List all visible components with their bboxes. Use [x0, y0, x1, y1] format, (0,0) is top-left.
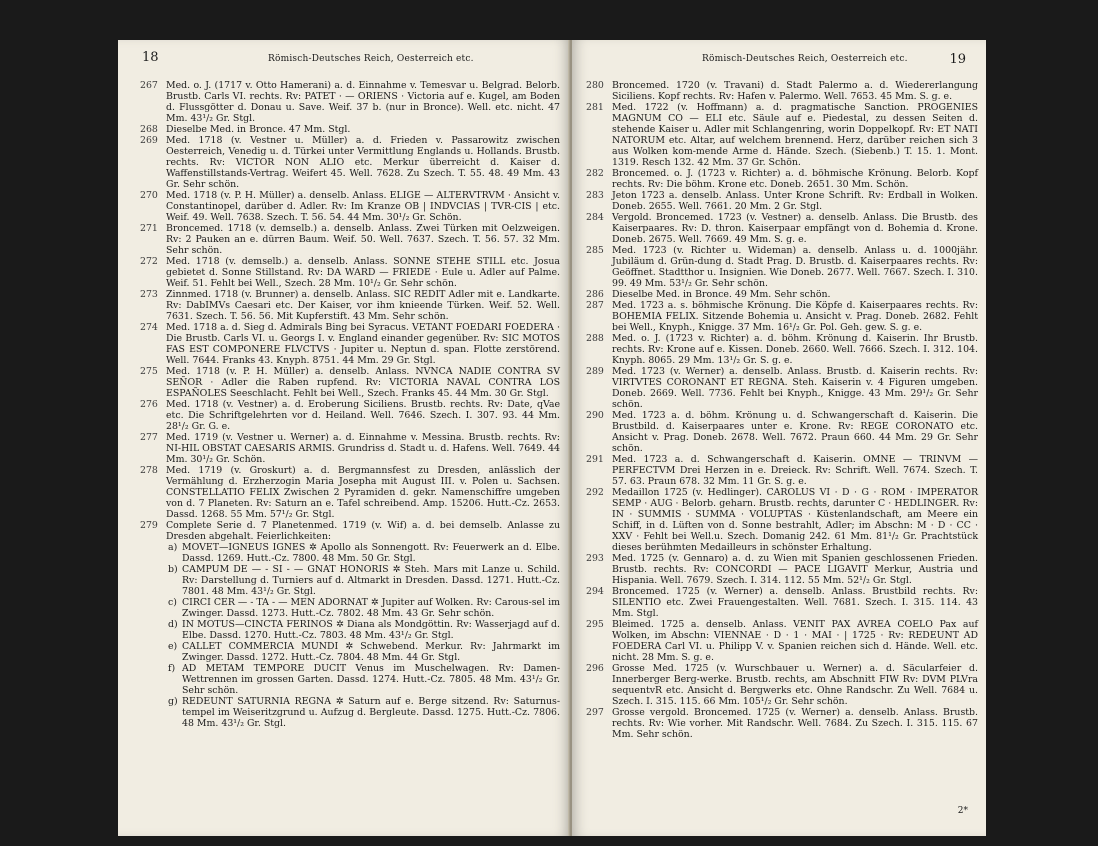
- entry-number: 270: [140, 190, 158, 201]
- entry-number: 288: [586, 333, 604, 344]
- running-head: Römisch-Deutsches Reich, Oesterreich etc.: [702, 54, 908, 64]
- entry-number: 295: [586, 619, 604, 630]
- catalog-entry: [140, 322, 560, 366]
- sub-entry: [140, 542, 560, 564]
- entry-text: Medaillon 1725 (v. Hedlinger). CAROLUS VI · D · G · ROM · IMPERATOR SEMP · AUG · Belorb. geharn. Brustb. rechts, darunter C · HEDLINGER. Rv: IN · SUMMIS · SUMMA · VOLUPTAS · Küstenlandschaft, am Meere ein Schiff, in d. Lüften von d. Sonne bestrahlt, Adler; im Abschn: M · D · CC · XXV · Fehlt bei Well.u. Szech. Domanig 242. 61 Mm. 81¹/₂ Gr. Prachtstück dieses berühmten Medailleurs in schönster Erhaltung.: [612, 487, 978, 553]
- entry-text: Dieselbe Med. in Bronce. 47 Mm. Stgl.: [166, 124, 351, 135]
- catalog-entry: [140, 289, 560, 322]
- catalog-entry: [586, 487, 978, 553]
- sub-entry: [140, 619, 560, 641]
- entry-text: Med. o. J. (1723 v. Richter) a. d. böhm. Krönung d. Kaiserin. Ihr Brustb. rechts. Rv: Krone auf e. Kissen. Doneb. 2660. Well. 7666. Szech. I. 312. 104. Knyph. 8065. 29 Mm. 13¹/₂ Gr. S. g. e.: [612, 333, 978, 366]
- sub-entry-letter: e): [168, 641, 178, 652]
- catalog-entry: [586, 245, 978, 289]
- right-page: [572, 40, 986, 836]
- page-number: 19: [949, 52, 966, 67]
- catalog-entry: [586, 619, 978, 663]
- entry-text: Med. 1718 (v. demselb.) a. denselb. Anlass. SONNE STEHE STILL etc. Josua gebietet d. Sonne Stillstand. Rv: DA WARD — FRIEDE · Eule u. Adler auf Palme. Weif. 51. Fehlt bei Well., Szech. 28 Mm. 10¹/₂ Gr. Sehr schön.: [166, 256, 560, 289]
- entry-number: 280: [586, 80, 604, 91]
- entry-text: Broncemed. 1718 (v. demselb.) a. denselb. Anlass. Zwei Türken mit Oelzweigen. Rv: 2 Pauken an e. dürren Baum. Weif. 50. Well. 7637. Szech. T. 56. 57. 32 Mm. Sehr schön.: [166, 223, 560, 256]
- sub-entry-letter: f): [168, 663, 176, 674]
- catalog-entry: [140, 223, 560, 256]
- sub-entry-letter: b): [168, 564, 178, 575]
- sub-entry-letter: g): [168, 696, 178, 707]
- catalog-entry: [586, 168, 978, 190]
- catalog-entry: [140, 124, 560, 135]
- entry-text: Complete Serie d. 7 Planetenmed. 1719 (v. Wif) a. d. bei demselb. Anlasse zu Dresden abgehalt. Feierlichkeiten:: [166, 520, 560, 542]
- entry-number: 283: [586, 190, 604, 201]
- entry-number: 286: [586, 289, 604, 300]
- entry-text: Grosse Med. 1725 (v. Wurschbauer u. Werner) a. d. Säcularfeier d. Innerberger Berg-werke. Brustb. rechts, am Abschnitt FIW Rv: DVM PLVra sequentvR etc. Ansicht d. Bergwerks etc. Ohne Randschr. Zu Well. 7684 u. Szech. I. 315. 115. 66 Mm. 105¹/₂ Gr. Sehr schön.: [612, 663, 978, 707]
- catalog-entry: [140, 366, 560, 399]
- entry-number: 296: [586, 663, 604, 674]
- entry-number: 281: [586, 102, 604, 113]
- catalog-entry: [140, 190, 560, 223]
- sub-entry-text: MOVET—IGNEUS IGNES ✲ Apollo als Sonnengott. Rv: Feuerwerk an d. Elbe. Dassd. 1269. Hutt.-Cz. 7800. 48 Mm. 50 Gr. Stgl.: [182, 542, 560, 564]
- entry-number: 275: [140, 366, 158, 377]
- sub-entry-text: CAMPUM DE — - SI - — GNAT HONORIS ✲ Steh. Mars mit Lanze u. Schild. Rv: Darstellung d. Turniers auf d. Altmarkt in Dresden. Dassd. 1271. Hutt.-Cz. 7801. 48 Mm. 43¹/₂ Gr. Stgl.: [182, 564, 560, 597]
- sub-entry-text: IN MOTUS—CINCTA FERINOS ✲ Diana als Mondgöttin. Rv: Wasserjagd auf d. Elbe. Dassd. 1270. Hutt.-Cz. 7803. 48 Mm. 43¹/₂ Gr. Stgl.: [182, 619, 560, 641]
- entry-text: Grosse vergold. Broncemed. 1725 (v. Werner) a. denselb. Anlass. Brustb. rechts. Rv: Wie vorher. Mit Randschr. Well. 7684. Zu Szech. I. 315. 115. 67 Mm. Sehr schön.: [612, 707, 978, 740]
- entry-number: 268: [140, 124, 158, 135]
- entry-text: Med. 1718 (v. Vestner u. Müller) a. d. Frieden v. Passarowitz zwischen Oesterreich, Venedig u. d. Türkei unter Vermittlung Englands u. Hollands. Brustb. rechts. Rv: VICTOR NON ALIO etc. Merkur überreicht d. Kaiser d. Waffenstillstands-Vertrag. Weifert 45. Well. 7628. Zu Szech. T. 55. 48. 49 Mm. 43 Gr. Sehr schön.: [166, 135, 560, 190]
- entry-number: 293: [586, 553, 604, 564]
- entry-number: 287: [586, 300, 604, 311]
- entry-text: Bleimed. 1725 a. denselb. Anlass. VENIT PAX AVREA COELO Pax auf Wolken, im Abschn: VIENNAE · D · 1 · MAI · | 1725 · Rv: REDEUNT AD FOEDERA Carl VI. u. Philipp V. v. Spanien reichen sich d. Hände. Well. etc. nicht. 28 Mm. S. g. e.: [612, 619, 978, 663]
- catalog-entries: [140, 80, 560, 729]
- catalog-entry: [140, 432, 560, 465]
- sub-entry-letter: c): [168, 597, 177, 608]
- entry-number: 278: [140, 465, 158, 476]
- sub-entry-text: REDEUNT SATURNIA REGNA ✲ Saturn auf e. Berge sitzend. Rv: Saturnus-tempel im Weiseritzgrund u. Aufzug d. Bergleute. Dassd. 1275. Hutt.-Cz. 7806. 48 Mm. 43¹/₂ Gr. Stgl.: [182, 696, 560, 729]
- catalog-entry: [140, 465, 560, 520]
- catalog-entry: [140, 399, 560, 432]
- entry-number: 274: [140, 322, 158, 333]
- catalog-entry: [586, 553, 978, 586]
- page-number: 18: [142, 50, 159, 65]
- catalog-entry: [586, 707, 978, 740]
- entry-number: 297: [586, 707, 604, 718]
- entry-text: Med. 1722 (v. Hoffmann) a. d. pragmatische Sanction. PROGENIES MAGNUM CO — ELI etc. Säule auf e. Piedestal, zu dessen Seiten d. stehende Kaiser u. Adler mit Schlangenring, worin Doppelkopf. Rv: ET NATI NATORUM etc. Altar, auf welchem brennend. Herz, darüber reichen sich 3 aus Wolken kom-mende Arme d. Hände. Szech. (Siebenb.) T. 15. 1. Mont. 1319. Resch 132. 42 Mm. 37 Gr. Schön.: [612, 102, 978, 168]
- sub-entry: [140, 663, 560, 696]
- running-head: Römisch-Deutsches Reich, Oesterreich etc.: [268, 54, 474, 64]
- catalog-entry: [586, 454, 978, 487]
- entry-number: 271: [140, 223, 158, 234]
- sub-entry-text: AD METAM TEMPORE DUCIT Venus im Muschelwagen. Rv: Damen-Wettrennen im grossen Garten. Dassd. 1274. Hutt.-Cz. 7805. 48 Mm. 43¹/₂ Gr. Sehr schön.: [182, 663, 560, 696]
- entry-number: 272: [140, 256, 158, 267]
- sub-entry-text: CALLET COMMERCIA MUNDI ✲ Schwebend. Merkur. Rv: Jahrmarkt im Zwinger. Dassd. 1272. Hutt.-Cz. 7804. 48 Mm. 44 Gr. Stgl.: [182, 641, 560, 663]
- sub-entry: [140, 597, 560, 619]
- entry-text: Broncemed. o. J. (1723 v. Richter) a. d. böhmische Krönung. Belorb. Kopf rechts. Rv: Die böhm. Krone etc. Doneb. 2651. 30 Mm. Schön.: [612, 168, 978, 190]
- entry-number: 292: [586, 487, 604, 498]
- entry-number: 291: [586, 454, 604, 465]
- entry-number: 267: [140, 80, 158, 91]
- entry-number: 276: [140, 399, 158, 410]
- sub-entry: [140, 641, 560, 663]
- catalog-entry: [140, 135, 560, 190]
- sub-entry: [140, 564, 560, 597]
- left-page: [118, 40, 570, 836]
- catalog-entry: [586, 586, 978, 619]
- entry-text: Med. 1718 (v. Vestner) a. d. Eroberung Siciliens. Brustb. rechts. Rv: Date, qVae etc. Die Schriftgelehrten vor d. Heiland. Well. 7646. Szech. I. 307. 93. 44 Mm. 28¹/₂ Gr. G. e.: [166, 399, 560, 432]
- sub-entry-letter: a): [168, 542, 178, 553]
- entry-text: Med. 1718 (v. P. H. Müller) a. denselb. Anlass. NVNCA NADIE CONTRA SV SEÑOR · Adler die Raben rupfend. Rv: VICTORIA NAVAL CONTRA LOS ESPAÑOLES Seeschlacht. Fehlt bei Well., Szech. Franks 45. 44 Mm. 30 Gr. Stgl.: [166, 366, 560, 399]
- entry-text: Med. 1723 (v. Werner) a. denselb. Anlass. Brustb. d. Kaiserin rechts. Rv: VIRTVTES CORONANT ET REGNA. Steh. Kaiserin v. 4 Figuren umgeben. Doneb. 2669. Well. 7736. Fehlt bei Knyph., Knigge. 43 Mm. 29¹/₂ Gr. Sehr schön.: [612, 366, 978, 410]
- entry-text: Med. 1723 a. d. böhm. Krönung u. d. Schwangerschaft d. Kaiserin. Die Brustbild. d. Kaiserpaares unter e. Krone. Rv: REGE CORONATO etc. Ansicht v. Prag. Doneb. 2678. Well. 7672. Praun 660. 44 Mm. 29 Gr. Sehr schön.: [612, 410, 978, 454]
- entry-number: 279: [140, 520, 158, 531]
- catalog-entry: [586, 663, 978, 707]
- catalog-entry: [586, 80, 978, 102]
- entry-text: Jeton 1723 a. denselb. Anlass. Unter Krone Schrift. Rv: Erdball in Wolken. Doneb. 2655. Well. 7661. 20 Mm. 2 Gr. Stgl.: [612, 190, 978, 212]
- entry-text: Med. 1719 (v. Vestner u. Werner) a. d. Einnahme v. Messina. Brustb. rechts. Rv: NI-HIL OBSTAT CAESARIS ARMIS. Grundriss d. Stadt u. d. Hafens. Well. 7649. 44 Mm. 30¹/₂ Gr. Schön.: [166, 432, 561, 465]
- entry-number: 273: [140, 289, 158, 300]
- entry-number: 282: [586, 168, 604, 179]
- entry-text: Broncemed. 1720 (v. Travani) d. Stadt Palermo a. d. Wiedererlangung Siciliens. Kopf rechts. Rv: Hafen v. Palermo. Well. 7653. 45 Mm. S. g. e.: [612, 80, 978, 102]
- catalog-entry: [586, 190, 978, 212]
- entry-number: 290: [586, 410, 604, 421]
- catalog-entry: [586, 410, 978, 454]
- entry-number: 285: [586, 245, 604, 256]
- catalog-entry: [586, 102, 978, 168]
- entry-text: Zinnmed. 1718 (v. Brunner) a. denselb. Anlass. SIC REDIT Adler mit e. Landkarte. Rv: DabIMVs Caesari etc. Der Kaiser, vor ihm knieende Türken. Weif. 52. Well. 7631. Szech. T. 56. 56. Mit Kupferstift. 43 Mm. Sehr schön.: [166, 289, 560, 322]
- entry-text: Med. 1725 (v. Gennaro) a. d. zu Wien mit Spanien geschlossenen Frieden. Brustb. rechts. Rv: CONCORDI — PACE LIGAVIT Merkur, Austria und Hispania. Well. 7679. Szech. I. 314. 112. 55 Mm. 52¹/₂ Gr. Stgl.: [612, 553, 978, 586]
- catalog-entry: [586, 333, 978, 366]
- entry-text: Med. 1718 a. d. Sieg d. Admirals Bing bei Syracus. VETANT FOEDARI FOEDERA · Die Brustb. Carls VI. u. Georgs I. v. England einander gegenüber. Rv: SIC MOTOS FAS EST COMPONERE FLVCTVS · Jupiter u. Neptun d. span. Flotte zerstörend. Well. 7644. Franks 43. Knyph. 8751. 44 Mm. 29 Gr. Stgl.: [166, 322, 560, 366]
- entry-text: Med. 1723 (v. Richter u. Wideman) a. denselb. Anlass u. d. 1000jähr. Jubiläum d. Grün-dung d. Stadt Prag. D. Brustb. d. Kaiserpaares rechts. Rv: Geöffnet. Stadtthor u. Insignien. Wie Doneb. 2677. Well. 7667. Szech. I. 310. 99. 49 Mm. 53¹/₂ Gr. Sehr schön.: [612, 245, 978, 289]
- entry-text: Med. 1723 a. s. böhmische Krönung. Die Köpfe d. Kaiserpaares rechts. Rv: BOHEMIA FELIX. Sitzende Bohemia u. Ansicht v. Prag. Doneb. 2682. Fehlt bei Well., Knyph., Knigge. 37 Mm. 16¹/₂ Gr. Pol. Geh. gew. S. g. e.: [612, 300, 978, 333]
- entry-text: Dieselbe Med. in Bronce. 49 Mm. Sehr schön.: [612, 289, 831, 300]
- sub-entry-letter: d): [168, 619, 178, 630]
- signature-mark: 2*: [957, 806, 968, 816]
- entry-text: Med. o. J. (1717 v. Otto Hamerani) a. d. Einnahme v. Temesvar u. Belgrad. Belorb. Brustb. Carls VI. rechts. Rv: PATET · — ORIENS · Victoria auf e. Kugel, am Boden d. Flussgötter d. Donau u. Save. Weif. 37 b. (nur in Bronce). Well. etc. nicht. 47 Mm. 43¹/₂ Gr. Stgl.: [166, 80, 560, 124]
- entry-number: 289: [586, 366, 604, 377]
- entry-number: 269: [140, 135, 158, 146]
- entry-text: Med. 1719 (v. Groskurt) a. d. Bergmannsfest zu Dresden, anlässlich der Vermählung d. Erzherzogin Maria Josepha mit August III. v. Polen u. Sachsen. CONSTELLATIO FELIX Zwischen 2 Pyramiden d. gekr. Namenschiffre umgeben von d. 7 Planeten. Rv: Saturn an e. Tafel schreibend. Amp. 15206. Hutt.-Cz. 2653. Dassd. 1268. 55 Mm. 57¹/₂ Gr. Stgl.: [166, 465, 560, 520]
- entry-text: Med. 1718 (v. P. H. Müller) a. denselb. Anlass. ELIGE — ALTERVTRVM · Ansicht v. Constantinopel, darüber d. Adler. Rv: Im Kranze OB | INDVCIAS | TVR-CIS | etc. Weif. 49. Well. 7638. Szech. T. 56. 54. 44 Mm. 30¹/₂ Gr. Schön.: [166, 190, 560, 223]
- entry-number: 277: [140, 432, 158, 443]
- catalog-entry: [586, 300, 978, 333]
- catalog-entry: [140, 256, 560, 289]
- entry-text: Vergold. Broncemed. 1723 (v. Vestner) a. denselb. Anlass. Die Brustb. des Kaiserpaares. Rv: D. thron. Kaiserpaar empfängt von d. Bohemia d. Krone. Doneb. 2675. Well. 7669. 49 Mm. S. g. e.: [612, 212, 978, 245]
- catalog-entry: [586, 212, 978, 245]
- catalog-entries: [586, 80, 978, 740]
- entry-text: Med. 1723 a. d. Schwangerschaft d. Kaiserin. OMNE — TRINVM — PERFECTVM Drei Herzen in e. Dreieck. Rv: Schrift. Well. 7674. Szech. T. 57. 63. Praun 678. 32 Mm. 11 Gr. S. g. e.: [612, 454, 978, 487]
- catalog-entry: [140, 520, 560, 542]
- sub-entry: [140, 696, 560, 729]
- entry-number: 284: [586, 212, 604, 223]
- sub-entry-text: CIRCI CER — - TA - — MEN ADORNAT ✲ Jupiter auf Wolken. Rv: Carous-sel im Zwinger. Dassd. 1273. Hutt.-Cz. 7802. 48 Mm. 43 Gr. Sehr schön.: [182, 597, 560, 619]
- entry-number: 294: [586, 586, 604, 597]
- entry-text: Broncemed. 1725 (v. Werner) a. denselb. Anlass. Brustbild rechts. Rv: SILENTIO etc. Zwei Frauengestalten. Well. 7681. Szech. I. 315. 114. 43 Mm. Stgl.: [612, 586, 978, 619]
- catalog-entry: [586, 366, 978, 410]
- catalog-entry: [140, 80, 560, 124]
- catalog-entry: [586, 289, 978, 300]
